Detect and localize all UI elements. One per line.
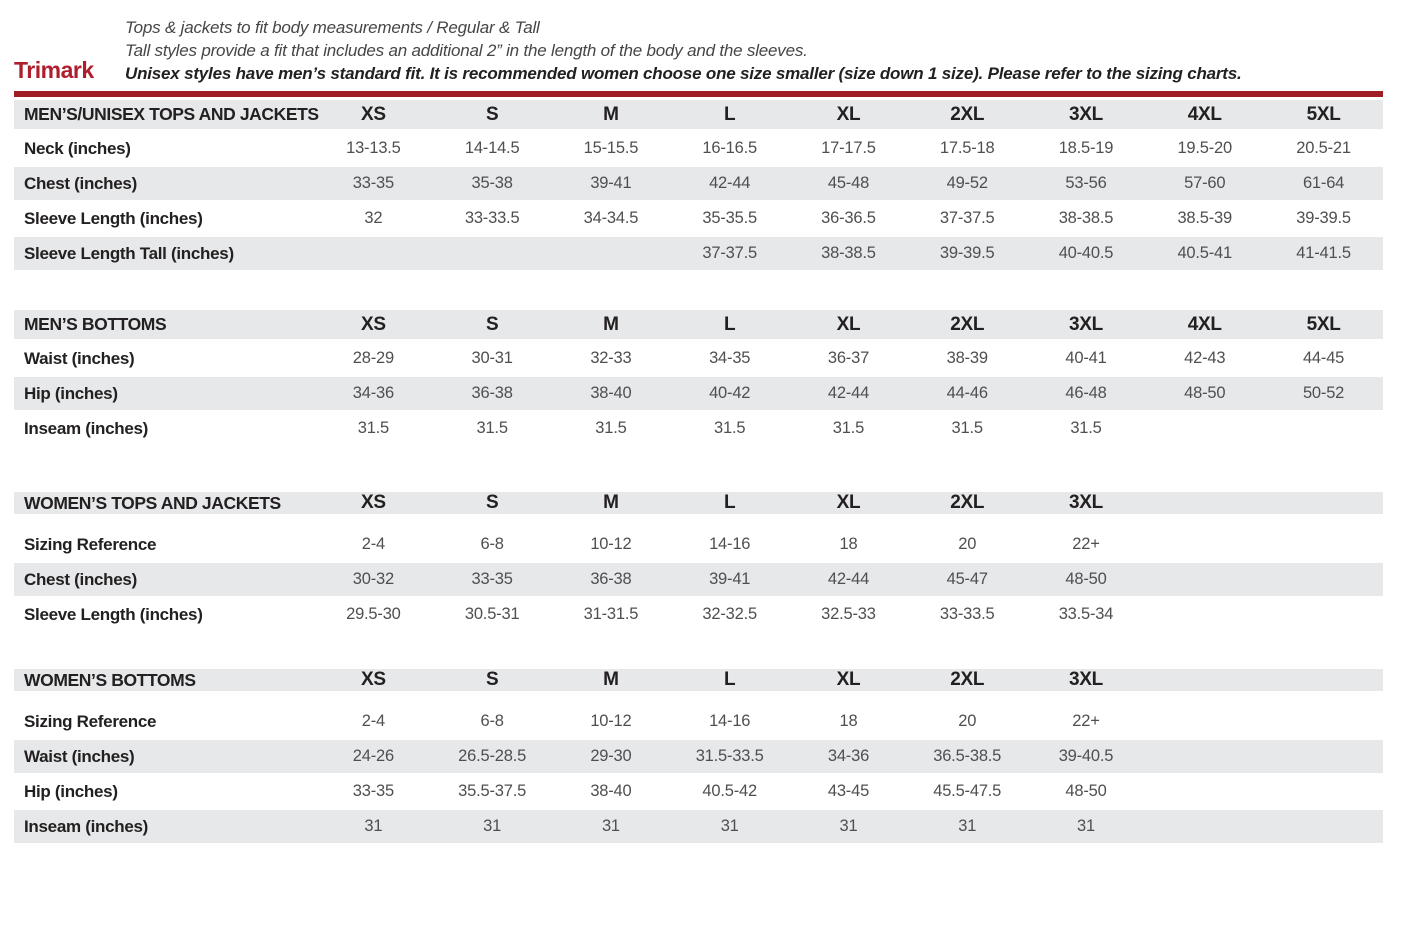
size-column-header: S <box>433 310 552 342</box>
size-table <box>14 492 1383 633</box>
size-value-cell: 41-41.5 <box>1264 237 1383 272</box>
size-value-cell <box>1264 563 1383 598</box>
row-label: Sleeve Length (inches) <box>14 598 314 633</box>
table-row <box>14 705 1383 740</box>
size-value-cell: 48-50 <box>1027 775 1146 810</box>
table-title: MEN’S/UNISEX TOPS AND JACKETS <box>14 100 314 132</box>
table-body <box>14 342 1383 447</box>
table-body <box>14 705 1383 845</box>
table-row <box>14 132 1383 167</box>
row-label: Sizing Reference <box>14 705 314 740</box>
size-value-cell: 17-17.5 <box>789 132 908 167</box>
table-header <box>14 492 1383 528</box>
size-value-cell <box>1264 598 1383 633</box>
size-value-cell: 44-46 <box>908 377 1027 412</box>
size-value-cell: 40-41 <box>1027 342 1146 377</box>
size-column-header: 4XL <box>1145 100 1264 132</box>
size-value-cell: 17.5-18 <box>908 132 1027 167</box>
table-body <box>14 132 1383 272</box>
size-value-cell: 57-60 <box>1145 167 1264 202</box>
size-column-header <box>1264 669 1383 705</box>
table-header <box>14 669 1383 705</box>
size-column-header: M <box>552 100 671 132</box>
row-label: Sleeve Length (inches) <box>14 202 314 237</box>
size-value-cell: 36-38 <box>433 377 552 412</box>
size-value-cell: 19.5-20 <box>1145 132 1264 167</box>
size-value-cell: 31 <box>789 810 908 845</box>
row-label: Sleeve Length Tall (inches) <box>14 237 314 272</box>
size-value-cell: 34-35 <box>670 342 789 377</box>
size-value-cell: 31.5 <box>314 412 433 447</box>
size-value-cell: 33-33.5 <box>908 598 1027 633</box>
size-column-header: M <box>552 492 671 528</box>
table-header-row <box>14 100 1383 132</box>
size-column-header: XS <box>314 310 433 342</box>
size-value-cell <box>1145 810 1264 845</box>
size-column-header: 2XL <box>908 492 1027 528</box>
table-header <box>14 310 1383 342</box>
size-value-cell: 28-29 <box>314 342 433 377</box>
size-column-header: XS <box>314 100 433 132</box>
table-row <box>14 377 1383 412</box>
row-label: Hip (inches) <box>14 775 314 810</box>
table-row <box>14 563 1383 598</box>
size-value-cell: 37-37.5 <box>908 202 1027 237</box>
table-row <box>14 810 1383 845</box>
size-value-cell: 22+ <box>1027 705 1146 740</box>
intro-line-1: Tops & jackets to fit body measurements / Regular & Tall <box>125 18 540 37</box>
table-header-row <box>14 492 1383 528</box>
table-row <box>14 775 1383 810</box>
size-value-cell: 35-35.5 <box>670 202 789 237</box>
size-value-cell: 31 <box>670 810 789 845</box>
size-value-cell: 6-8 <box>433 705 552 740</box>
size-value-cell: 14-14.5 <box>433 132 552 167</box>
size-value-cell <box>1145 705 1264 740</box>
size-value-cell <box>433 237 552 272</box>
size-value-cell: 30-31 <box>433 342 552 377</box>
size-value-cell: 30.5-31 <box>433 598 552 633</box>
size-value-cell: 18.5-19 <box>1027 132 1146 167</box>
intro-line-3: Unisex styles have men’s standard fit. It is recommended women choose one size smaller (size down 1 size). Please refer to the sizing charts. <box>125 64 1242 83</box>
size-value-cell: 20 <box>908 528 1027 563</box>
size-value-cell <box>1264 528 1383 563</box>
table-header-row <box>14 669 1383 705</box>
size-value-cell: 53-56 <box>1027 167 1146 202</box>
size-value-cell: 61-64 <box>1264 167 1383 202</box>
red-divider-rule <box>14 91 1383 97</box>
size-column-header: 2XL <box>908 310 1027 342</box>
size-value-cell: 40-42 <box>670 377 789 412</box>
size-value-cell: 31-31.5 <box>552 598 671 633</box>
table-header <box>14 100 1383 132</box>
brand-logo: Trimark <box>14 57 94 83</box>
size-column-header: XL <box>789 669 908 705</box>
size-value-cell: 31.5 <box>433 412 552 447</box>
size-column-header <box>1145 669 1264 705</box>
size-table <box>14 669 1383 845</box>
size-value-cell: 50-52 <box>1264 377 1383 412</box>
size-value-cell: 10-12 <box>552 705 671 740</box>
size-column-header: L <box>670 669 789 705</box>
size-value-cell: 15-15.5 <box>552 132 671 167</box>
size-value-cell: 30-32 <box>314 563 433 598</box>
size-value-cell: 36-36.5 <box>789 202 908 237</box>
size-value-cell: 38.5-39 <box>1145 202 1264 237</box>
size-column-header: 4XL <box>1145 310 1264 342</box>
size-value-cell: 38-39 <box>908 342 1027 377</box>
size-value-cell: 31 <box>908 810 1027 845</box>
size-value-cell: 31.5 <box>552 412 671 447</box>
row-label: Inseam (inches) <box>14 810 314 845</box>
size-value-cell: 18 <box>789 705 908 740</box>
row-label: Neck (inches) <box>14 132 314 167</box>
size-column-header: M <box>552 669 671 705</box>
size-value-cell: 31 <box>433 810 552 845</box>
size-value-cell: 36-37 <box>789 342 908 377</box>
size-value-cell <box>1145 775 1264 810</box>
size-value-cell: 6-8 <box>433 528 552 563</box>
row-label: Sizing Reference <box>14 528 314 563</box>
size-value-cell: 24-26 <box>314 740 433 775</box>
size-column-header: L <box>670 492 789 528</box>
table-title: MEN’S BOTTOMS <box>14 310 314 342</box>
size-value-cell: 45-47 <box>908 563 1027 598</box>
size-value-cell: 18 <box>789 528 908 563</box>
size-column-header: XL <box>789 100 908 132</box>
size-value-cell <box>314 237 433 272</box>
size-column-header: 2XL <box>908 669 1027 705</box>
row-label: Waist (inches) <box>14 342 314 377</box>
size-value-cell <box>1145 740 1264 775</box>
size-value-cell: 42-44 <box>789 377 908 412</box>
size-value-cell: 31.5-33.5 <box>670 740 789 775</box>
size-value-cell: 31 <box>1027 810 1146 845</box>
size-column-header: S <box>433 669 552 705</box>
table-title: WOMEN’S BOTTOMS <box>14 669 314 705</box>
size-value-cell: 39-39.5 <box>1264 202 1383 237</box>
size-column-header: 3XL <box>1027 310 1146 342</box>
table-row <box>14 598 1383 633</box>
size-value-cell: 38-38.5 <box>1027 202 1146 237</box>
size-value-cell: 48-50 <box>1145 377 1264 412</box>
size-column-header: 3XL <box>1027 669 1146 705</box>
table-row <box>14 528 1383 563</box>
size-value-cell: 29-30 <box>552 740 671 775</box>
size-column-header: S <box>433 492 552 528</box>
size-value-cell: 31.5 <box>670 412 789 447</box>
size-value-cell: 38-40 <box>552 377 671 412</box>
size-value-cell: 35-38 <box>433 167 552 202</box>
size-column-header: 5XL <box>1264 310 1383 342</box>
size-value-cell: 34-34.5 <box>552 202 671 237</box>
size-value-cell: 34-36 <box>789 740 908 775</box>
size-column-header <box>1145 492 1264 528</box>
size-value-cell: 33.5-34 <box>1027 598 1146 633</box>
size-value-cell: 42-44 <box>789 563 908 598</box>
size-column-header: 2XL <box>908 100 1027 132</box>
size-value-cell: 39-41 <box>670 563 789 598</box>
size-value-cell: 32-32.5 <box>670 598 789 633</box>
size-column-header <box>1264 492 1383 528</box>
size-value-cell <box>1145 598 1264 633</box>
size-value-cell: 29.5-30 <box>314 598 433 633</box>
size-value-cell: 42-44 <box>670 167 789 202</box>
size-table <box>14 310 1383 447</box>
intro-line-2: Tall styles provide a fit that includes an additional 2” in the length of the body and the sleeves. <box>125 41 808 60</box>
size-value-cell: 49-52 <box>908 167 1027 202</box>
size-value-cell <box>1264 740 1383 775</box>
row-label: Waist (inches) <box>14 740 314 775</box>
tables <box>14 100 1383 845</box>
size-value-cell: 39-40.5 <box>1027 740 1146 775</box>
size-value-cell <box>1264 810 1383 845</box>
size-value-cell: 31 <box>552 810 671 845</box>
size-value-cell: 42-43 <box>1145 342 1264 377</box>
size-value-cell: 32-33 <box>552 342 671 377</box>
size-value-cell: 36-38 <box>552 563 671 598</box>
size-value-cell: 31.5 <box>908 412 1027 447</box>
size-column-header: XL <box>789 492 908 528</box>
row-label: Hip (inches) <box>14 377 314 412</box>
size-column-header: 3XL <box>1027 100 1146 132</box>
size-value-cell: 46-48 <box>1027 377 1146 412</box>
size-column-header: XS <box>314 669 433 705</box>
table-body <box>14 528 1383 633</box>
size-value-cell: 40.5-42 <box>670 775 789 810</box>
size-column-header: L <box>670 310 789 342</box>
size-column-header: 3XL <box>1027 492 1146 528</box>
row-label: Chest (inches) <box>14 167 314 202</box>
size-value-cell: 31 <box>314 810 433 845</box>
size-value-cell: 34-36 <box>314 377 433 412</box>
table-header-row <box>14 310 1383 342</box>
table-row <box>14 412 1383 447</box>
size-value-cell <box>1145 563 1264 598</box>
size-value-cell: 20.5-21 <box>1264 132 1383 167</box>
size-value-cell: 38-40 <box>552 775 671 810</box>
row-label: Chest (inches) <box>14 563 314 598</box>
size-value-cell: 14-16 <box>670 705 789 740</box>
size-value-cell: 43-45 <box>789 775 908 810</box>
size-value-cell: 40-40.5 <box>1027 237 1146 272</box>
size-value-cell <box>1264 412 1383 447</box>
size-value-cell: 48-50 <box>1027 563 1146 598</box>
size-value-cell: 13-13.5 <box>314 132 433 167</box>
size-value-cell: 35.5-37.5 <box>433 775 552 810</box>
size-value-cell <box>1264 775 1383 810</box>
size-table <box>14 100 1383 272</box>
table-row <box>14 237 1383 272</box>
size-value-cell: 26.5-28.5 <box>433 740 552 775</box>
size-column-header: S <box>433 100 552 132</box>
size-value-cell: 14-16 <box>670 528 789 563</box>
size-value-cell <box>1145 412 1264 447</box>
table-row <box>14 202 1383 237</box>
size-value-cell: 16-16.5 <box>670 132 789 167</box>
size-column-header: XL <box>789 310 908 342</box>
size-value-cell <box>1145 528 1264 563</box>
intro-text-block <box>125 16 1384 85</box>
size-column-header: XS <box>314 492 433 528</box>
size-column-header: L <box>670 100 789 132</box>
size-value-cell: 22+ <box>1027 528 1146 563</box>
size-value-cell: 31.5 <box>789 412 908 447</box>
table-row <box>14 342 1383 377</box>
size-value-cell: 32 <box>314 202 433 237</box>
size-value-cell: 44-45 <box>1264 342 1383 377</box>
size-value-cell: 45-48 <box>789 167 908 202</box>
size-value-cell: 2-4 <box>314 528 433 563</box>
size-value-cell <box>1264 705 1383 740</box>
size-value-cell: 31.5 <box>1027 412 1146 447</box>
size-value-cell: 39-41 <box>552 167 671 202</box>
table-row <box>14 167 1383 202</box>
page-header <box>0 0 1404 85</box>
size-value-cell <box>552 237 671 272</box>
size-value-cell: 37-37.5 <box>670 237 789 272</box>
size-value-cell: 33-35 <box>433 563 552 598</box>
size-value-cell: 33-33.5 <box>433 202 552 237</box>
size-value-cell: 36.5-38.5 <box>908 740 1027 775</box>
table-row <box>14 740 1383 775</box>
size-value-cell: 45.5-47.5 <box>908 775 1027 810</box>
row-label: Inseam (inches) <box>14 412 314 447</box>
size-value-cell: 40.5-41 <box>1145 237 1264 272</box>
table-title: WOMEN’S TOPS AND JACKETS <box>14 492 314 528</box>
size-value-cell: 33-35 <box>314 775 433 810</box>
size-value-cell: 20 <box>908 705 1027 740</box>
size-value-cell: 10-12 <box>552 528 671 563</box>
size-value-cell: 38-38.5 <box>789 237 908 272</box>
size-column-header: 5XL <box>1264 100 1383 132</box>
size-value-cell: 39-39.5 <box>908 237 1027 272</box>
size-value-cell: 32.5-33 <box>789 598 908 633</box>
size-column-header: M <box>552 310 671 342</box>
size-value-cell: 33-35 <box>314 167 433 202</box>
size-value-cell: 2-4 <box>314 705 433 740</box>
